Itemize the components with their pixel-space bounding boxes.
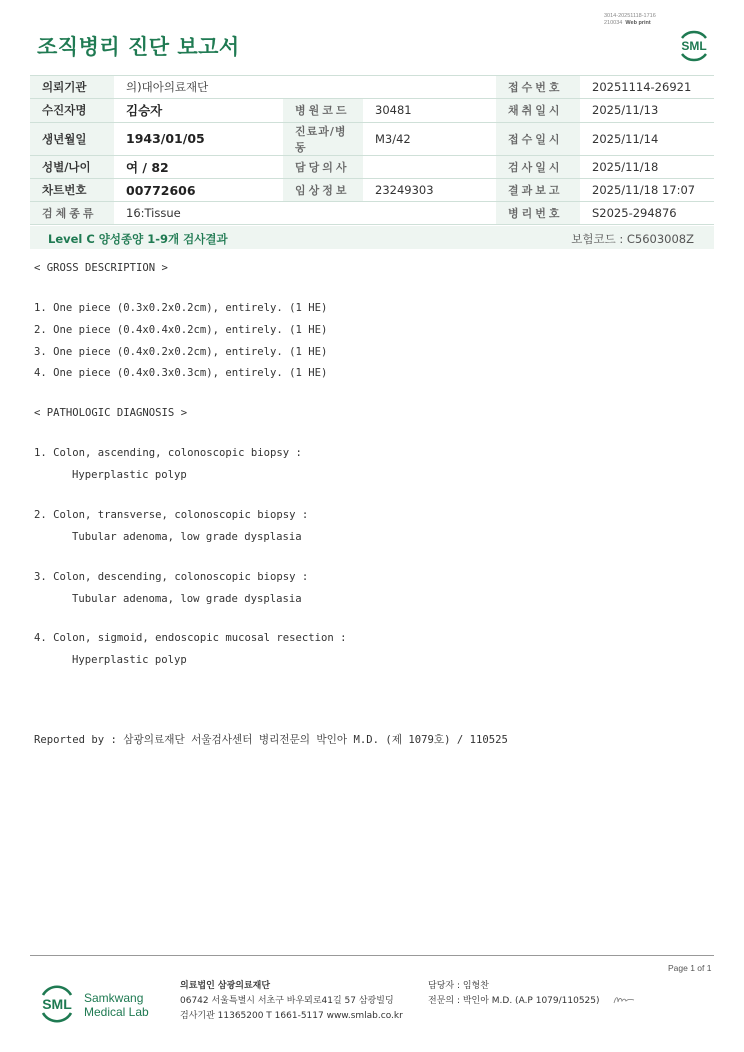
label-requesting-org: 의뢰기관 xyxy=(30,76,114,99)
signature-icon xyxy=(612,993,636,1007)
insurance-code: 보험코드 : C5603008Z xyxy=(571,232,694,246)
value-requesting-org: 의)대아의료재단 xyxy=(114,76,496,99)
label-physician: 담당의사 xyxy=(283,155,363,178)
label-pathology-no: 병리번호 xyxy=(496,202,580,225)
table-row xyxy=(30,178,714,201)
organization-info xyxy=(180,979,403,1024)
table-row xyxy=(30,202,714,225)
value-birth-date: 1943/01/05 xyxy=(114,122,283,155)
value-report-date: 2025/11/18 17:07 xyxy=(580,178,714,201)
patient-info-table xyxy=(30,75,714,225)
diagnosis-result: Tubular adenoma, low grade dysplasia xyxy=(72,593,302,605)
gross-item: 2. One piece (0.4x0.4x0.2cm), entirely. (1 HE) xyxy=(34,324,328,336)
diagnosis-result: Tubular adenoma, low grade dysplasia xyxy=(72,531,302,543)
table-row xyxy=(30,76,714,99)
reported-by: Reported by : 삼광의료재단 서울검사센터 병리전문의 박인아 M.D. (제 1079호) / 110525 xyxy=(34,734,508,746)
gross-item: 1. One piece (0.3x0.2x0.2cm), entirely. (1 HE) xyxy=(34,302,328,314)
gross-item: 4. One piece (0.4x0.3x0.3cm), entirely. (1 HE) xyxy=(34,367,328,379)
label-patient-name: 수진자명 xyxy=(30,99,114,122)
diagnosis-site: 3. Colon, descending, colonoscopic biopsy : xyxy=(34,571,309,583)
table-row xyxy=(30,155,714,178)
web-print-label: Web print xyxy=(625,20,651,26)
value-test-date: 2025/11/18 xyxy=(580,155,714,178)
label-collection-date: 채취일시 xyxy=(496,99,580,122)
diagnosis-result: Hyperplastic polyp xyxy=(72,654,187,666)
pathologic-diagnosis-heading: < PATHOLOGIC DIAGNOSIS > xyxy=(34,407,188,419)
value-pathology-no: S2025-294876 xyxy=(580,202,714,225)
staff-info xyxy=(428,979,600,1009)
diagnosis-site: 1. Colon, ascending, colonoscopic biopsy : xyxy=(34,447,302,459)
value-clinical-info: 23249303 xyxy=(363,178,496,201)
value-receipt-no: 20251114-26921 xyxy=(580,76,714,99)
label-specimen-type: 검체종류 xyxy=(30,202,114,225)
label-receipt-no: 접수번호 xyxy=(496,76,580,99)
label-receipt-date: 접수일시 xyxy=(496,122,580,155)
sml-footer-logo-icon xyxy=(37,980,77,1026)
gross-description-heading: < GROSS DESCRIPTION > xyxy=(34,262,168,274)
page-number: Page 1 of 1 xyxy=(668,963,712,973)
document-code-line1: 3014-20251118-1716 xyxy=(604,13,656,19)
label-birth-date: 생년월일 xyxy=(30,122,114,155)
value-chart-no: 00772606 xyxy=(114,178,283,201)
page-title: 조직병리 진단 보고서 xyxy=(37,35,240,59)
brand-line2: Medical Lab xyxy=(84,1005,149,1019)
label-sex-age: 성별/나이 xyxy=(30,155,114,178)
organization-name: 의료법인 삼광의료재단 xyxy=(180,981,271,991)
table-row xyxy=(30,122,714,155)
test-result-band xyxy=(30,226,714,249)
label-report-date: 결과보고 xyxy=(496,178,580,201)
document-code-line2: 210034 Web print xyxy=(604,20,651,26)
diagnosis-site: 4. Colon, sigmoid, endoscopic mucosal resection : xyxy=(34,632,347,644)
value-department: M3/42 xyxy=(363,122,496,155)
label-chart-no: 차트번호 xyxy=(30,178,114,201)
organization-address: 06742 서울특별시 서초구 바우뫼로41길 57 삼광빌딩 xyxy=(180,996,394,1006)
brand-line1: Samkwang xyxy=(84,991,144,1005)
staff-in-charge: 담당자 : 임형찬 xyxy=(428,981,489,991)
sml-logo-icon xyxy=(674,25,714,65)
label-hospital-code: 병원코드 xyxy=(283,99,363,122)
value-specimen-type: 16:Tissue xyxy=(114,202,496,225)
diagnosis-result: Hyperplastic polyp xyxy=(72,469,187,481)
value-sex-age: 여 / 82 xyxy=(114,155,283,178)
specialist: 전문의 : 박인아 M.D. (A.P 1079/110525) xyxy=(428,996,600,1006)
label-test-date: 검사일시 xyxy=(496,155,580,178)
footer-divider xyxy=(30,955,714,956)
value-receipt-date: 2025/11/14 xyxy=(580,122,714,155)
brand-name xyxy=(84,991,149,1019)
document-code xyxy=(604,13,656,27)
logo-text: SML xyxy=(681,39,707,53)
value-physician xyxy=(363,155,496,178)
table-row xyxy=(30,99,714,122)
value-hospital-code: 30481 xyxy=(363,99,496,122)
value-collection-date: 2025/11/13 xyxy=(580,99,714,122)
gross-item: 3. One piece (0.4x0.2x0.2cm), entirely. (1 HE) xyxy=(34,346,328,358)
value-patient-name: 김승자 xyxy=(114,99,283,122)
diagnosis-site: 2. Colon, transverse, colonoscopic biopsy : xyxy=(34,509,309,521)
label-clinical-info: 임상정보 xyxy=(283,178,363,201)
test-name: Level C 양성종양 1-9개 검사결과 xyxy=(48,232,228,246)
organization-contact: 검사기관 11365200 T 1661-5117 www.smlab.co.kr xyxy=(180,1011,403,1021)
footer-logo-text: SML xyxy=(42,996,72,1012)
label-department: 진료과/병동 xyxy=(283,122,363,155)
